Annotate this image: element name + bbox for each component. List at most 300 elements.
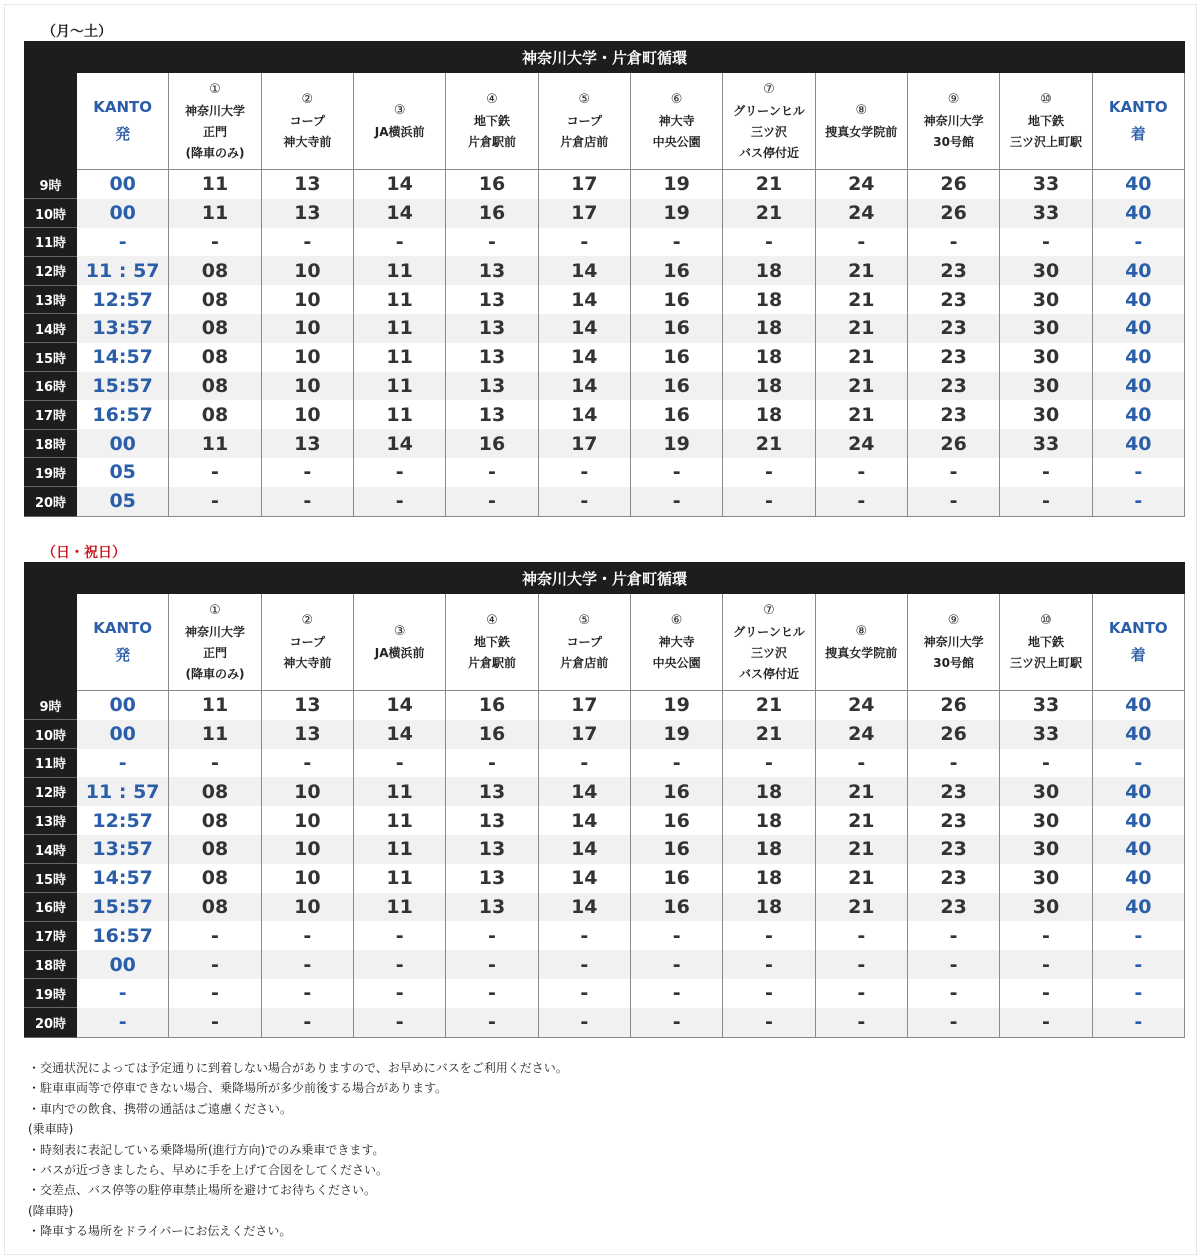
stop-name-line: 発 — [115, 646, 131, 664]
stop-name-line: 神大寺前 — [283, 656, 332, 670]
stop-time: 13 — [261, 429, 353, 458]
stop-time: 21 — [815, 314, 907, 343]
stop-time: - — [538, 921, 630, 950]
stop-name-line: 30号館 — [933, 656, 974, 670]
holiday-label: （日・祝日） — [42, 545, 126, 561]
stop-time: 18 — [723, 256, 815, 285]
stop-time: 19 — [630, 691, 722, 720]
stop-time: 26 — [907, 429, 999, 458]
arrival-time: 40 — [1092, 777, 1184, 806]
stop-name-line: KANTO — [93, 619, 153, 637]
stop-time: 10 — [261, 285, 353, 314]
stop-time: 14 — [538, 400, 630, 429]
stop-header — [723, 73, 815, 170]
arrival-time: 40 — [1092, 170, 1184, 199]
stop-name-line: 三ツ沢 — [750, 124, 787, 139]
arrival-time: - — [1092, 487, 1184, 516]
stop-name-line: 神奈川大学 — [184, 624, 245, 639]
stop-name-line: 地下鉄 — [1027, 635, 1064, 649]
arrival-time: - — [1092, 749, 1184, 778]
stop-time: 11 — [169, 429, 261, 458]
stop-name-line: 片倉店前 — [560, 135, 609, 149]
stop-header — [446, 594, 538, 691]
stop-time: - — [907, 228, 999, 257]
stop-name-line: 神大寺前 — [283, 135, 332, 149]
stop-time: 11 — [353, 343, 445, 372]
stop-name-line: 発 — [115, 125, 131, 143]
stop-name-line: 神奈川大学 — [923, 114, 984, 128]
table-row — [25, 921, 1185, 950]
stop-header — [1000, 73, 1092, 170]
departure-time: 16:57 — [77, 921, 169, 950]
stop-time: - — [907, 487, 999, 516]
departure-time: 14:57 — [77, 864, 169, 893]
hour-label: 9時 — [25, 170, 77, 199]
stop-time: 21 — [723, 429, 815, 458]
stop-time: - — [169, 950, 261, 979]
stop-time: 08 — [169, 893, 261, 922]
stop-time: - — [723, 1008, 815, 1037]
stop-time: 18 — [723, 343, 815, 372]
stop-time: 13 — [446, 777, 538, 806]
header-corner — [25, 73, 77, 170]
table-row — [25, 199, 1185, 228]
departure-time: - — [77, 1008, 169, 1037]
table-title: 神奈川大学・片倉町循環 — [25, 563, 1185, 594]
stop-time: 21 — [723, 199, 815, 228]
stop-time: - — [1000, 228, 1092, 257]
stop-header — [77, 594, 169, 691]
arrival-time: 40 — [1092, 314, 1184, 343]
stop-time: - — [723, 487, 815, 516]
departure-time: 13:57 — [77, 835, 169, 864]
stop-time: - — [907, 921, 999, 950]
stop-time: 13 — [446, 285, 538, 314]
stop-name-line: 地下鉄 — [1027, 114, 1064, 128]
stop-time: 30 — [1000, 343, 1092, 372]
stop-time: 10 — [261, 864, 353, 893]
stop-time: - — [261, 950, 353, 979]
stop-time: - — [353, 950, 445, 979]
stop-header — [353, 594, 445, 691]
departure-time: 15:57 — [77, 893, 169, 922]
stop-time: - — [446, 458, 538, 487]
stop-time: 08 — [169, 285, 261, 314]
stop-number: ⑨ — [947, 92, 960, 107]
stop-number: ⑦ — [763, 602, 775, 618]
hour-label: 19時 — [25, 979, 77, 1008]
table-row — [25, 1008, 1185, 1037]
stop-time: - — [723, 921, 815, 950]
stop-time: 08 — [169, 806, 261, 835]
stop-time: 13 — [446, 343, 538, 372]
stop-time: - — [630, 749, 722, 778]
hour-label: 18時 — [25, 950, 77, 979]
stop-time: 24 — [815, 429, 907, 458]
stop-time: 16 — [630, 400, 722, 429]
stop-name-line: 着 — [1130, 125, 1146, 143]
stop-time: 10 — [261, 343, 353, 372]
stop-name-line: (降車のみ) — [185, 145, 245, 160]
stop-time: - — [907, 458, 999, 487]
stop-header — [169, 73, 261, 170]
stop-name-line: コープ — [566, 635, 602, 649]
arrival-time: 40 — [1092, 835, 1184, 864]
stop-time: - — [446, 749, 538, 778]
stop-time: 18 — [723, 285, 815, 314]
stop-name-line: コープ — [289, 114, 326, 128]
stop-name-line: 正門 — [202, 645, 227, 660]
stop-time: 10 — [261, 400, 353, 429]
stop-header — [630, 73, 722, 170]
arrival-time: - — [1092, 1008, 1184, 1037]
table-row — [25, 893, 1185, 922]
stop-time: 13 — [446, 806, 538, 835]
stop-time: 14 — [538, 835, 630, 864]
stop-time: 11 — [353, 893, 445, 922]
stop-name-line: グリーンヒル — [733, 103, 805, 118]
stop-time: 13 — [446, 893, 538, 922]
stop-name-line: 三ツ沢上町駅 — [1009, 135, 1082, 149]
stop-time: - — [630, 487, 722, 516]
note-line: ・駐車車両等で停車できない場合、乗降場所が多少前後する場合があります。 — [28, 1081, 448, 1096]
note-line: ・交通状況によっては予定通りに到着しない場合がありますので、お早めにバスをご利用ください。 — [28, 1061, 568, 1075]
stop-time: 16 — [446, 691, 538, 720]
stop-time: - — [353, 921, 445, 950]
stop-time: 26 — [907, 720, 999, 749]
stop-name-line: 三ツ沢上町駅 — [1009, 656, 1082, 670]
table-row — [25, 487, 1185, 516]
title-row — [25, 563, 1185, 594]
stop-time: - — [907, 979, 999, 1008]
stop-time: - — [169, 228, 261, 257]
stop-time: - — [169, 458, 261, 487]
stop-time: - — [1000, 458, 1092, 487]
stop-time: - — [169, 487, 261, 516]
stop-name-line: 神大寺 — [658, 635, 695, 649]
stop-time: 10 — [261, 372, 353, 401]
stop-time: 23 — [907, 372, 999, 401]
stop-time: 16 — [446, 170, 538, 199]
stop-name-line: JA横浜前 — [374, 124, 425, 139]
stop-number: ⑧ — [855, 623, 868, 639]
stop-time: - — [815, 228, 907, 257]
departure-time: 11 : 57 — [77, 777, 169, 806]
departure-time: 13:57 — [77, 314, 169, 343]
stop-time: 16 — [446, 429, 538, 458]
stop-time: 08 — [169, 256, 261, 285]
stop-time: 14 — [538, 314, 630, 343]
stop-time: 13 — [261, 720, 353, 749]
stop-time: 11 — [169, 199, 261, 228]
stop-time: - — [446, 228, 538, 257]
stop-time: - — [446, 1008, 538, 1037]
departure-time: 00 — [77, 199, 169, 228]
stop-number: ⑨ — [947, 613, 960, 628]
stop-time: 24 — [815, 720, 907, 749]
hour-label: 16時 — [25, 893, 77, 922]
stop-time: 11 — [353, 314, 445, 343]
stop-name-line: 捜真女学院前 — [825, 645, 898, 660]
stop-name-line: コープ — [289, 635, 326, 649]
stop-name-line: KANTO — [1108, 619, 1168, 637]
stop-header — [261, 73, 353, 170]
stop-time: 08 — [169, 314, 261, 343]
stop-name-line: 神奈川大学 — [923, 635, 984, 649]
stop-time: - — [1000, 979, 1092, 1008]
hour-label: 14時 — [25, 835, 77, 864]
stop-time: 14 — [538, 372, 630, 401]
stop-time: 18 — [723, 400, 815, 429]
stop-number: ⑩ — [1040, 92, 1052, 107]
stop-time: - — [815, 921, 907, 950]
stop-time: - — [446, 921, 538, 950]
departure-time: - — [77, 979, 169, 1008]
stop-number: ④ — [486, 613, 498, 628]
stop-time: 23 — [907, 285, 999, 314]
stop-header — [815, 594, 907, 691]
table-row — [25, 429, 1185, 458]
departure-time: 05 — [77, 458, 169, 487]
stop-time: 11 — [169, 170, 261, 199]
stop-time: 19 — [630, 720, 722, 749]
arrival-time: 40 — [1092, 256, 1184, 285]
stop-time: 10 — [261, 806, 353, 835]
notes — [28, 1058, 568, 1242]
stop-time: - — [538, 458, 630, 487]
stop-time: 24 — [815, 199, 907, 228]
stop-time: 14 — [353, 429, 445, 458]
stop-time: 30 — [1000, 256, 1092, 285]
table-row — [25, 228, 1185, 257]
stop-time: - — [630, 458, 722, 487]
stop-time: 23 — [907, 893, 999, 922]
hour-label: 9時 — [25, 691, 77, 720]
stop-header — [169, 594, 261, 691]
stop-header — [261, 594, 353, 691]
stop-time: 23 — [907, 864, 999, 893]
stop-time: 10 — [261, 777, 353, 806]
departure-time: 12:57 — [77, 285, 169, 314]
hour-label: 20時 — [25, 1008, 77, 1037]
departure-time: 16:57 — [77, 400, 169, 429]
stop-time: - — [261, 749, 353, 778]
arrival-time: 40 — [1092, 864, 1184, 893]
stop-number: ⑥ — [670, 92, 683, 107]
hour-label: 13時 — [25, 806, 77, 835]
stop-name-line: 三ツ沢 — [750, 645, 787, 660]
arrival-time: - — [1092, 921, 1184, 950]
stop-time: - — [353, 458, 445, 487]
table-row — [25, 979, 1185, 1008]
stop-header — [1092, 594, 1184, 691]
stop-time: 33 — [1000, 429, 1092, 458]
stop-time: - — [261, 487, 353, 516]
stop-name-line: (降車のみ) — [185, 666, 245, 681]
stop-time: - — [538, 228, 630, 257]
stop-name-line: 地下鉄 — [473, 114, 510, 128]
stop-time: - — [815, 950, 907, 979]
stop-time: - — [353, 749, 445, 778]
stop-name-line: 神奈川大学 — [184, 103, 245, 118]
stop-time: 16 — [630, 864, 722, 893]
arrival-time: 40 — [1092, 893, 1184, 922]
stop-name-line: 中央公園 — [652, 656, 701, 670]
hour-label: 14時 — [25, 314, 77, 343]
stop-time: - — [630, 979, 722, 1008]
stop-time: 17 — [538, 691, 630, 720]
table-row — [25, 400, 1185, 429]
stop-time: 13 — [446, 256, 538, 285]
stop-time: - — [630, 228, 722, 257]
stop-time: 16 — [630, 835, 722, 864]
header-corner — [25, 594, 77, 691]
stop-name-line: グリーンヒル — [733, 624, 805, 639]
stop-header — [815, 73, 907, 170]
hour-label: 11時 — [25, 228, 77, 257]
stop-time: - — [1000, 921, 1092, 950]
stop-time: 21 — [723, 170, 815, 199]
stop-time: 13 — [446, 372, 538, 401]
stop-number: ② — [301, 613, 314, 628]
stop-name-line: 捜真女学院前 — [825, 124, 898, 139]
stop-name-line: 中央公園 — [652, 135, 701, 149]
stop-name-line: KANTO — [1108, 98, 1168, 116]
stop-time: 16 — [630, 256, 722, 285]
stop-time: 18 — [723, 864, 815, 893]
stop-time: 30 — [1000, 285, 1092, 314]
stop-header — [1000, 594, 1092, 691]
stop-time: 18 — [723, 314, 815, 343]
stop-time: - — [169, 921, 261, 950]
stop-time: 11 — [353, 400, 445, 429]
stop-time: - — [630, 921, 722, 950]
hour-label: 10時 — [25, 720, 77, 749]
stop-time: 18 — [723, 893, 815, 922]
stop-time: - — [538, 979, 630, 1008]
table-row — [25, 256, 1185, 285]
stop-time: - — [815, 1008, 907, 1037]
stop-time: 13 — [261, 199, 353, 228]
stop-header — [907, 73, 999, 170]
stop-number: ③ — [393, 102, 406, 118]
stop-time: 33 — [1000, 170, 1092, 199]
stop-time: - — [815, 749, 907, 778]
stop-time: 16 — [630, 343, 722, 372]
stop-number: ① — [209, 81, 221, 97]
stop-time: 14 — [353, 170, 445, 199]
table-row — [25, 777, 1185, 806]
stop-name-line: 片倉店前 — [560, 656, 609, 670]
stop-time: 23 — [907, 777, 999, 806]
stop-time: - — [261, 1008, 353, 1037]
stop-time: - — [169, 1008, 261, 1037]
stop-number: ⑩ — [1040, 613, 1052, 628]
departure-time: 00 — [77, 691, 169, 720]
stop-time: - — [723, 749, 815, 778]
stop-time: 21 — [723, 720, 815, 749]
title-row — [25, 42, 1185, 73]
stop-number: ① — [209, 602, 221, 618]
note-line: ・車内での飲食、携帯の通話はご遠慮ください。 — [28, 1101, 293, 1116]
stop-time: 10 — [261, 835, 353, 864]
stop-time: 14 — [538, 256, 630, 285]
stop-time: 23 — [907, 343, 999, 372]
arrival-time: 40 — [1092, 343, 1184, 372]
note-line: ・交差点、バス停等の駐停車禁止場所を避けてお待ちください。 — [28, 1183, 377, 1198]
stop-time: 19 — [630, 199, 722, 228]
stop-time: - — [446, 950, 538, 979]
stop-time: 08 — [169, 372, 261, 401]
stop-time: 26 — [907, 170, 999, 199]
stop-time: 30 — [1000, 314, 1092, 343]
stop-time: 19 — [630, 170, 722, 199]
stop-time: - — [261, 979, 353, 1008]
stop-time: 14 — [538, 343, 630, 372]
stop-time: 30 — [1000, 777, 1092, 806]
stop-time: - — [1000, 950, 1092, 979]
stop-time: 24 — [815, 170, 907, 199]
stop-name-line: 片倉駅前 — [467, 135, 516, 149]
stop-time: - — [353, 487, 445, 516]
stop-time: 10 — [261, 314, 353, 343]
stop-time: - — [815, 487, 907, 516]
table-row — [25, 720, 1185, 749]
stop-time: - — [261, 458, 353, 487]
stop-time: - — [723, 228, 815, 257]
stop-time: - — [630, 950, 722, 979]
stop-time: - — [353, 1008, 445, 1037]
stop-time: 24 — [815, 691, 907, 720]
stop-time: 23 — [907, 400, 999, 429]
stop-time: 19 — [630, 429, 722, 458]
table-row — [25, 372, 1185, 401]
stop-time: 11 — [169, 691, 261, 720]
stop-time: 14 — [353, 720, 445, 749]
hour-label: 11時 — [25, 749, 77, 778]
stop-name-line: コープ — [566, 114, 602, 128]
stop-time: 08 — [169, 400, 261, 429]
hour-label: 12時 — [25, 777, 77, 806]
stop-number: ⑤ — [578, 613, 591, 628]
hour-label: 17時 — [25, 400, 77, 429]
stop-number: ⑤ — [578, 92, 591, 107]
departure-time: - — [77, 228, 169, 257]
stop-header — [630, 594, 722, 691]
stop-name-line: 着 — [1130, 646, 1146, 664]
arrival-time: 40 — [1092, 429, 1184, 458]
stop-time: - — [169, 979, 261, 1008]
stop-time: 18 — [723, 777, 815, 806]
departure-time: 11 : 57 — [77, 256, 169, 285]
arrival-time: 40 — [1092, 400, 1184, 429]
stop-time: 14 — [538, 806, 630, 835]
stop-time: 33 — [1000, 720, 1092, 749]
stop-name-line: バス停付近 — [738, 145, 799, 160]
weekday-timetable — [24, 41, 1185, 517]
hour-label: 10時 — [25, 199, 77, 228]
stop-time: 21 — [815, 256, 907, 285]
stop-time: - — [1000, 1008, 1092, 1037]
stop-time: 11 — [353, 806, 445, 835]
stop-time: 21 — [815, 864, 907, 893]
stop-time: 13 — [446, 400, 538, 429]
stop-time: 30 — [1000, 372, 1092, 401]
stop-time: 16 — [630, 372, 722, 401]
stop-name-line: 神大寺 — [658, 114, 695, 128]
stop-time: 11 — [353, 372, 445, 401]
holiday-timetable — [24, 562, 1185, 1038]
